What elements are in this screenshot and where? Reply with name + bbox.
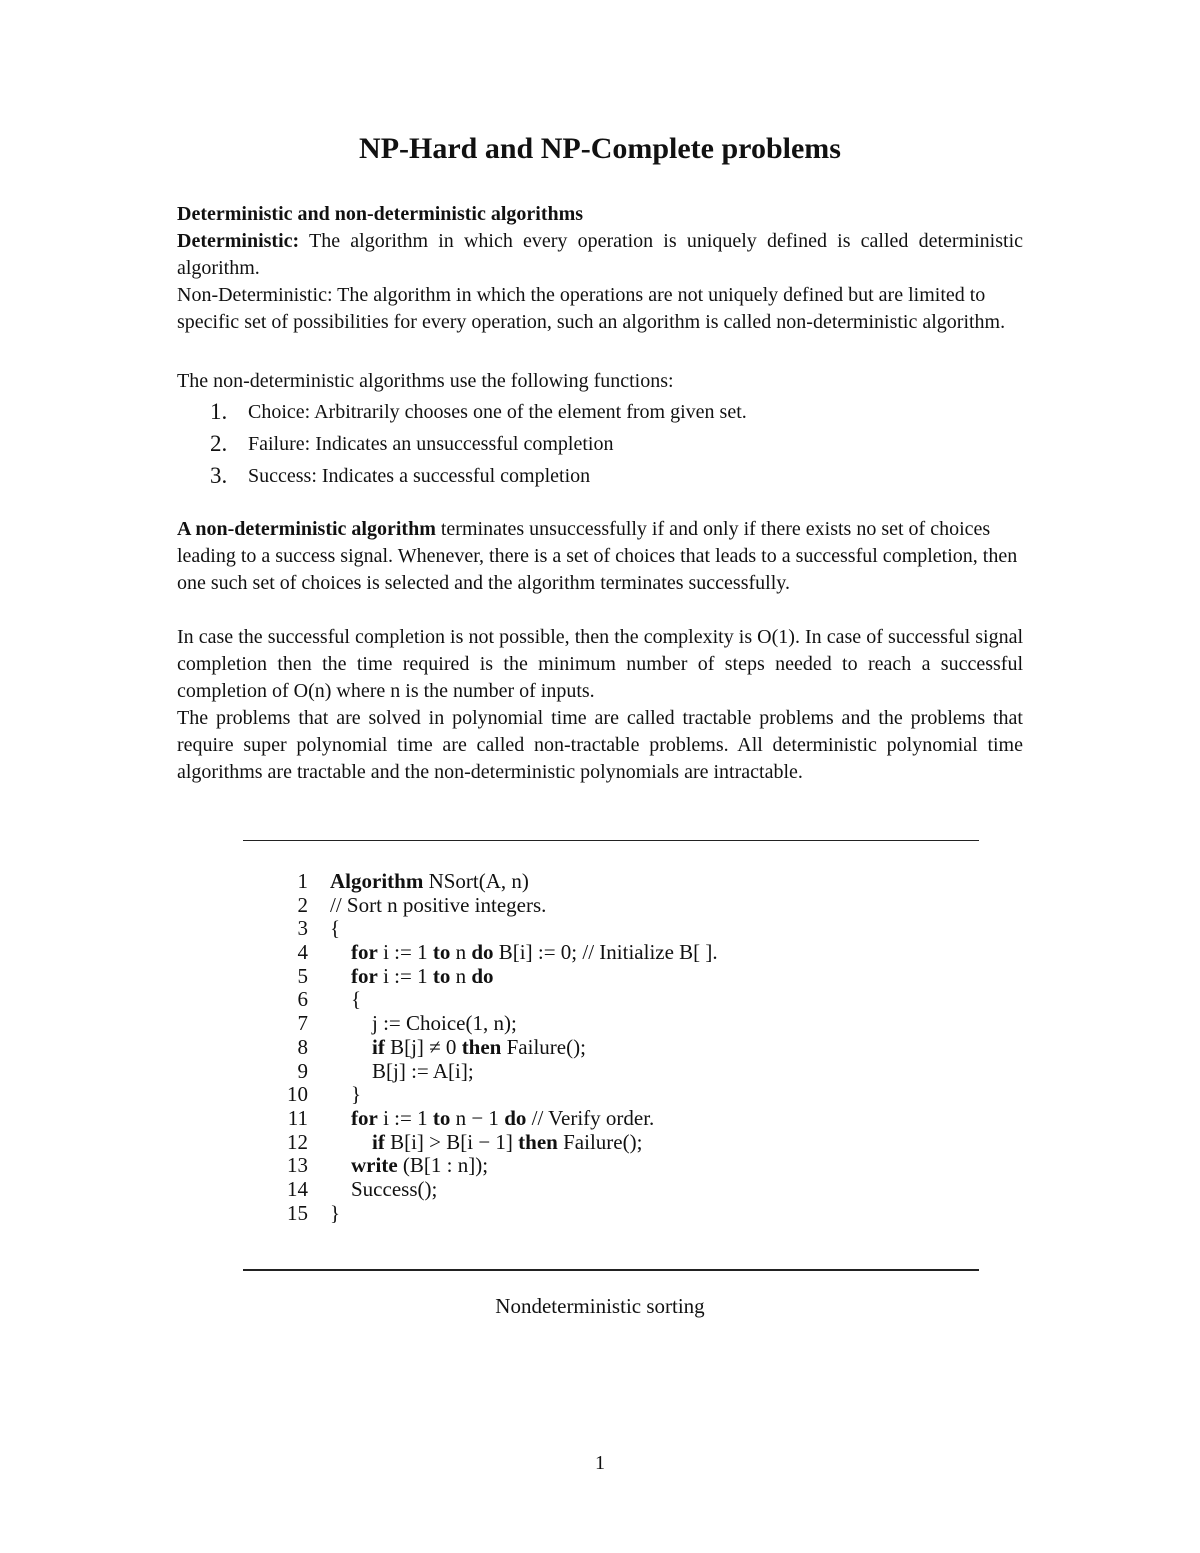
line-code: write (B[1 : n]); [351, 1153, 489, 1178]
line-number: 8 [297, 1034, 308, 1059]
algorithm-listing [268, 870, 718, 1225]
list-item-text: Success: Indicates a successful completion [248, 465, 591, 487]
section-heading: Deterministic and non-deterministic algorithms [177, 203, 584, 225]
list-item [210, 460, 747, 492]
line-code: for i := 1 to n do [351, 963, 494, 988]
line-number: 10 [287, 1082, 308, 1107]
code-line [268, 870, 718, 894]
list-item-text: Choice: Arbitrarily chooses one of the element from given set. [248, 401, 747, 423]
code-line [268, 1154, 718, 1178]
line-code: { [330, 987, 362, 1012]
line-number: 13 [287, 1153, 308, 1178]
line-number: 6 [297, 987, 308, 1012]
list-item-number: 1. [210, 399, 228, 424]
code-line [268, 1202, 718, 1226]
termination-term: A non-deterministic algorithm [177, 518, 436, 540]
code-line [268, 988, 718, 1012]
line-number: 1 [297, 869, 308, 893]
code-line [268, 1036, 718, 1060]
line-code: Algorithm NSort(A, n) [330, 869, 529, 893]
termination-text: terminates unsuccessfully if and only if there exists no set of choices leading to a success signal. Whenever, there is a set of choices that leads to a successful completion, then one such set of choices is selected and the algorithm terminates successfully. [177, 518, 1018, 594]
termination-paragraph [177, 516, 1023, 597]
code-line [268, 1083, 718, 1107]
deterministic-term: Deterministic: [177, 230, 300, 252]
line-code: Success(); [330, 1176, 438, 1201]
line-code: if B[j] ≠ 0 then Failure(); [372, 1034, 586, 1059]
tractable-paragraph: The problems that are solved in polynomial time are called tractable problems and the problems that require super polynomial time are called non-tractable problems. All deterministic polynomial time algorithms are tractable and the non-deterministic polynomials are intractable. [177, 707, 1023, 783]
line-code: } [330, 1082, 362, 1107]
line-code: } [330, 1200, 341, 1225]
line-number: 9 [297, 1058, 308, 1083]
code-line [268, 1060, 718, 1084]
non-deterministic-definition: Non-Deterministic: The algorithm in which the operations are not uniquely defined but are limited to specific set of possibilities for every operation, such an algorithm is called non-deterministic algorithm. [177, 284, 1006, 333]
line-number: 12 [287, 1129, 308, 1154]
line-number: 2 [297, 892, 308, 917]
list-item-number: 2. [210, 431, 228, 456]
page-title: NP-Hard and NP-Complete problems [359, 132, 841, 165]
page-number: 1 [595, 1452, 605, 1474]
list-item-text: Failure: Indicates an unsuccessful completion [248, 433, 614, 455]
line-code: for i := 1 to n − 1 do // Verify order. [351, 1105, 655, 1130]
code-line [268, 1131, 718, 1155]
line-code: j := Choice(1, n); [330, 1011, 517, 1036]
line-number: 5 [297, 963, 308, 988]
code-line [268, 941, 718, 965]
line-code: // Sort n positive integers. [330, 892, 547, 917]
functions-intro: The non-deterministic algorithms use the following functions: [177, 370, 674, 392]
algorithm-bottom-rule [243, 1269, 979, 1271]
line-number: 7 [297, 1011, 308, 1036]
code-line [268, 965, 718, 989]
list-item [210, 428, 747, 460]
algorithm-top-rule [243, 840, 979, 841]
complexity-paragraph: In case the successful completion is not possible, then the complexity is O(1). In case of successful signal completion then the time required is the minimum number of steps needed to reach a successful completion of O(n) where n is the number of inputs. [177, 626, 1023, 702]
list-item [210, 396, 747, 428]
line-number: 11 [287, 1105, 308, 1130]
line-code: for i := 1 to n do B[i] := 0; // Initialize B[ ]. [351, 940, 718, 965]
line-code: { [330, 916, 341, 941]
line-number: 4 [297, 940, 308, 965]
line-number: 3 [297, 916, 308, 941]
code-line [268, 894, 718, 918]
functions-list [210, 396, 747, 492]
line-number: 14 [287, 1176, 308, 1201]
list-item-number: 3. [210, 463, 228, 488]
deterministic-text: The algorithm in which every operation is uniquely defined is called deterministic algorithm. [177, 230, 1023, 279]
deterministic-definition [177, 228, 1023, 282]
line-number: 15 [287, 1200, 308, 1225]
code-line [268, 917, 718, 941]
line-code: if B[i] > B[i − 1] then Failure(); [372, 1129, 643, 1154]
line-code: B[j] := A[i]; [330, 1058, 474, 1083]
code-line [268, 1012, 718, 1036]
code-line [268, 1178, 718, 1202]
code-line [268, 1107, 718, 1131]
algorithm-caption: Nondeterministic sorting [495, 1294, 705, 1318]
